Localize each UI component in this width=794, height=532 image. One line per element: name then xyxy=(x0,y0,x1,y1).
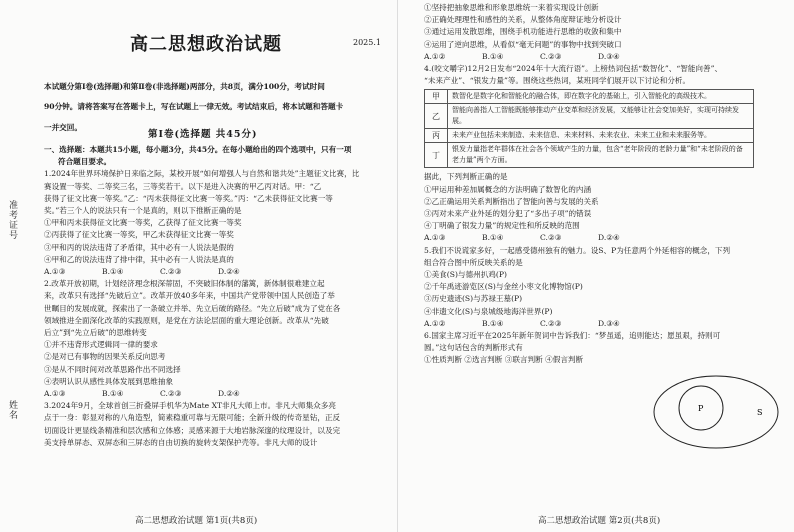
question-1-item: ④甲和乙的说法违背了排中律，其中必有一人说法是真的 xyxy=(44,254,234,264)
left-column xyxy=(44,144,389,449)
question-4-line: “未来产业”、“银发力量”等。围绕这些热词，某班同学们展开以下讨论和分析。 xyxy=(424,76,691,86)
page-footer: 高二思想政治试题 第1页(共8页) xyxy=(135,516,258,526)
question-5-item: ②千年禹迹游览区(S)与金丝小枣文化博物馆(P) xyxy=(424,282,583,292)
exam-date: 2025.1 xyxy=(353,38,381,47)
instruction-line: 一并交回。 xyxy=(44,122,82,132)
option-c: C.②③ xyxy=(160,389,182,399)
table-cell: 数智化是数字化和智能化的融合体，即在数字化的基础上，引入智能化的高级技术。 xyxy=(448,90,754,104)
question-3-line: 切面设计更显线条精准和层次感和立体感；灵感来源于大地岩脉深邃的纹理设计，以及完 xyxy=(44,425,341,435)
question-1-item: ②丙获得了征文比赛一等奖，甲乙未获得征文比赛一等奖 xyxy=(44,230,234,240)
option-c: C.②③ xyxy=(160,267,182,277)
question-6-items: ①性质判断 ②选言判断 ③联言判断 ④假言判断 xyxy=(424,355,584,365)
section-title: 第Ⅰ卷(选择题 共45分) xyxy=(148,129,258,140)
question-5-options xyxy=(424,318,784,330)
question-5-item: ①美食(S)与德州扒鸡(P) xyxy=(424,270,507,280)
side-label-name: 姓名 xyxy=(7,400,17,420)
question-1-item: ③甲和丙的说法违背了矛盾律，其中必有一人说法是假的 xyxy=(44,242,234,252)
question-4-item: ①甲运用种差加属概念的方法明确了数智化的内涵 xyxy=(424,184,592,194)
table-key: 丙 xyxy=(425,129,448,143)
table-row xyxy=(425,143,754,168)
option-d: D.③④ xyxy=(598,51,620,61)
question-5-item: ③历史遗迹(S)与苏禄王墓(P) xyxy=(424,294,523,304)
question-3-item: ①坚持把抽象思维和形象思维统一来着实现设计创新 xyxy=(424,3,599,12)
question-6-line: 6.国家主席习近平在2025年新年贺词中告诉我们：“梦虽遥，追则能达；愿虽艰，持则可 xyxy=(424,331,721,341)
question-3-options xyxy=(424,51,784,63)
question-4-item: ②乙正确运用关系判断指出了智能向善与发展的关系 xyxy=(424,196,599,206)
question-2-line: 来，改革只有选择“先破后立”。改革开放40多年来，中国共产党带领中国人民创造了举 xyxy=(44,291,335,301)
question-3-line: 点于一身：彰显对称的八角造型，简素稳重可靠与无限可能；全新升级的传奇星钻，正反 xyxy=(44,413,341,423)
option-d: D.②④ xyxy=(218,267,240,277)
option-d: D.③④ xyxy=(598,318,620,328)
exam-page-2 xyxy=(398,0,794,532)
question-1-line: 1.2024年世界环境保护日来临之际，某校开展“如何增强人与自然和谐共处”主题征文比赛，比 xyxy=(44,169,360,179)
question-4-prompt: 据此，下列判断正确的是 xyxy=(424,172,508,182)
table-row xyxy=(425,90,754,104)
table-key: 丁 xyxy=(425,143,448,168)
question-2-item: ④表明认识从感性具体发展到思维抽象 xyxy=(44,376,174,386)
venn-label-p: P xyxy=(698,404,704,413)
question-2-options xyxy=(44,388,389,400)
option-b: B.①④ xyxy=(482,318,504,328)
option-d: D.②④ xyxy=(218,389,240,399)
table-key: 乙 xyxy=(425,104,448,129)
option-a: A.①② xyxy=(424,318,446,328)
table-cell: 未来产业包括未来制造、未来信息、未来材料、未来农业、未来工业和未来服务等。 xyxy=(448,129,754,143)
question-4-options xyxy=(424,232,784,244)
question-5-item: ④非遗文化(S)与泉城级地海洋世界(P) xyxy=(424,306,553,316)
question-2-line: 世瞩目的发展成就，探索出了一条破立并举、先立后破的路径。“先立后破”成为了党在各 xyxy=(44,303,341,313)
instruction-line: 90分钟。请将答案写在答题卡上，写在试题上一律无效。考试结束后，将本试题和答题卡 xyxy=(44,102,344,112)
question-1-item: ①甲和丙未获得征文比赛一等奖，乙获得了征文比赛一等奖 xyxy=(44,218,242,228)
right-column xyxy=(424,2,784,367)
question-2-line: 2.改革开放初期，计划经济理念根深蒂固，不突破旧体制的藩篱，新体制很难建立起 xyxy=(44,279,325,289)
option-a: A.①② xyxy=(424,51,446,61)
venn-diagram xyxy=(651,372,781,452)
option-d: D.②④ xyxy=(598,233,620,243)
option-b: B.①④ xyxy=(102,389,124,399)
page-footer: 高二思想政治试题 第2页(共8页) xyxy=(538,516,661,526)
question-3-item: ③通过运用发散思维，围绕手机功能进行思维的收敛和集中 xyxy=(424,27,622,37)
question-3-item: ②正确处理理性和感性的关系，从整体角度辩证地分析设计 xyxy=(424,15,622,25)
question-4-item: ④丁明确了银发力量”的规定性和所反映的范围 xyxy=(424,221,580,231)
question-3-line: 美支持单屏态、双屏态和三屏态的自由切换的旋转支架保护壳等。非凡大师的设计 xyxy=(44,437,318,447)
question-6-line: 圆。”这句话包含的判断形式有 xyxy=(424,343,523,353)
question-4-line: 4.(咬文嚼字)12月2日发布“2024年十大流行语”。上榜热词包括“数智化”、“智能向善”、 xyxy=(424,64,723,74)
instruction-line: 本试题分第Ⅰ卷(选择题)和第Ⅱ卷(非选择题)两部分，共8页，满分100分，考试时间 xyxy=(44,81,325,91)
option-c: C.②③ xyxy=(540,233,562,243)
option-a: A.①③ xyxy=(44,389,66,399)
exam-title: 高二思想政治试题 xyxy=(130,34,282,55)
question-2-item: ③是从不同时间对改革思路作出不同选择 xyxy=(44,364,181,374)
option-b: B.①④ xyxy=(482,51,504,61)
option-c: C.②③ xyxy=(540,51,562,61)
option-c: C.②③ xyxy=(540,318,562,328)
option-a: A.①③ xyxy=(424,233,446,243)
question-2-item: ②是对已有事物的因果关系反向思考 xyxy=(44,352,166,362)
question-2-line: 领域推进全面深化改革的实践原则，是党在方法论层面的重大理论创新。改革从“先破 xyxy=(44,315,329,325)
table-cell: 银发力量指老年群体在社会各个领域产生的力量，包含“老年阶段的老龄力量”和“未老阶段的备老力量”两个方面。 xyxy=(448,143,754,168)
table-key: 甲 xyxy=(425,90,448,104)
question-4-item: ③丙对未来产业外延的划分犯了“多出子项”的错误 xyxy=(424,209,592,219)
question-1-options xyxy=(44,266,389,278)
question-1-line: 赛设置一等奖、二等奖三名，三等奖若干。以下是进入决赛的甲乙丙对话。甲：“乙 xyxy=(44,181,322,191)
table-row xyxy=(425,129,754,143)
table-row xyxy=(425,104,754,129)
question-3-line: 3.2024年9月，全球首创三折叠屏手机华为Mate XT非凡大师上市。非凡大师集众多亮 xyxy=(44,401,336,411)
option-a: A.①③ xyxy=(44,267,66,277)
option-b: B.①④ xyxy=(482,233,504,243)
question-3-item: ④运用了逆向思维，从看似“毫无问题”的事物中找到突破口 xyxy=(424,39,622,49)
side-label-exam-number: 准考证号 xyxy=(7,200,17,240)
comparison-table xyxy=(424,89,754,168)
question-1-line: 获得了征文比赛一等奖。”乙：“丙未获得征文比赛一等奖。”丙：“乙未获得征文比赛一等 xyxy=(44,193,333,203)
venn-label-s: S xyxy=(757,408,763,417)
question-5-line: 组合符合图中所反映关系的是 xyxy=(424,257,523,267)
question-2-item: ①并不违背形式逻辑同一律的要求 xyxy=(44,340,158,350)
question-1-line: 奖。”若三个人的说法只有一个是真的，则以下推断正确的是 xyxy=(44,206,242,216)
table-cell: 智能向善指人工智能既能够推动产业变革和经济发展，又能够让社会变加美好，实现可持续发展。 xyxy=(448,104,754,129)
section-note-line: 符合题目要求。 xyxy=(58,157,112,167)
question-2-line: 后立”到“先立后破”的思维转变 xyxy=(44,328,147,338)
question-5-line: 5.我们不说谎家多好，一起感受德州独有的魅力。设S、P为任意两个外延相容的概念，下列 xyxy=(424,245,731,255)
option-b: B.①④ xyxy=(102,267,124,277)
section-note-line: 一、选择题：本题共15小题，每小题3分，共45分。在每小题给出的四个选项中，只有一项 xyxy=(44,145,352,154)
